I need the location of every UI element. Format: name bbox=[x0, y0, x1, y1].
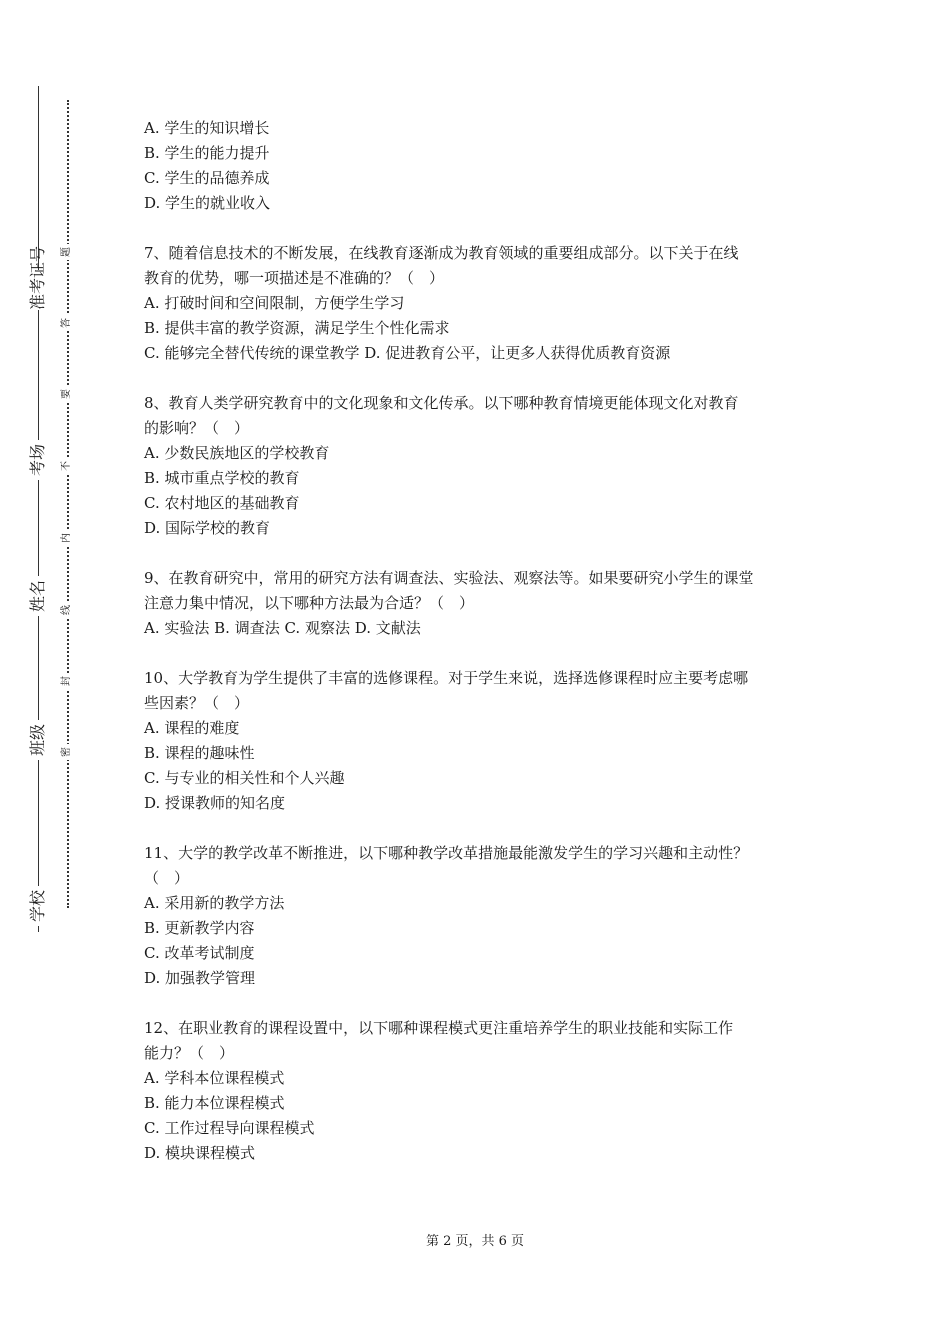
option-line: A. 学生的知识增长 bbox=[144, 119, 270, 137]
question-8 bbox=[144, 391, 814, 541]
option-line: A. 实验法 B. 调查法 C. 观察法 D. 文献法 bbox=[144, 619, 421, 637]
option-line: D. 学生的就业收入 bbox=[144, 194, 271, 212]
seal-char: 要 bbox=[59, 386, 75, 402]
question-11 bbox=[144, 841, 814, 991]
seal-char: 密 bbox=[59, 744, 75, 760]
question-stem: 10、大学教育为学生提供了丰富的选修课程。对于学生来说，选择选修课程时应主要考虑哪 bbox=[144, 669, 749, 687]
question-stem: 7、随着信息技术的不断发展，在线教育逐渐成为教育领域的重要组成部分。以下关于在线 bbox=[144, 244, 739, 262]
seal-char: 不 bbox=[59, 458, 75, 474]
question-stem: 的影响？（ ） bbox=[144, 419, 250, 437]
binding-margin bbox=[0, 0, 110, 1344]
question-content bbox=[144, 116, 814, 1166]
name-label: 姓名 bbox=[18, 576, 58, 616]
class-label: 班级 bbox=[18, 720, 58, 760]
seal-dotted-line bbox=[67, 100, 69, 908]
question-9 bbox=[144, 566, 814, 641]
option-line: B. 更新教学内容 bbox=[144, 919, 255, 937]
option-line: B. 能力本位课程模式 bbox=[144, 1094, 285, 1112]
ticket-number-label: 准考证号 bbox=[18, 270, 58, 310]
option-line: C. 农村地区的基础教育 bbox=[144, 494, 300, 512]
option-line: A. 少数民族地区的学校教育 bbox=[144, 444, 330, 462]
option-line: C. 工作过程导向课程模式 bbox=[144, 1119, 315, 1137]
question-stem: 些因素？（ ） bbox=[144, 694, 250, 712]
question-12 bbox=[144, 1016, 814, 1166]
option-line: B. 提供丰富的教学资源，满足学生个性化需求 bbox=[144, 319, 450, 337]
school-label: 学校 bbox=[18, 886, 58, 926]
option-line: A. 采用新的教学方法 bbox=[144, 894, 285, 912]
option-line: B. 课程的趣味性 bbox=[144, 744, 255, 762]
question-stem: 11、大学的教学改革不断推进，以下哪种教学改革措施最能激发学生的学习兴趣和主动性？ bbox=[144, 844, 749, 862]
option-line: D. 国际学校的教育 bbox=[144, 519, 271, 537]
option-line: A. 学科本位课程模式 bbox=[144, 1069, 285, 1087]
option-line: B. 城市重点学校的教育 bbox=[144, 469, 300, 487]
exam-room-label: 考场 bbox=[18, 440, 58, 480]
seal-char: 题 bbox=[59, 244, 75, 260]
option-line: D. 模块课程模式 bbox=[144, 1144, 256, 1162]
question-stem: 注意力集中情况，以下哪种方法最为合适？（ ） bbox=[144, 594, 475, 612]
question-7 bbox=[144, 241, 814, 366]
option-line: D. 加强教学管理 bbox=[144, 969, 256, 987]
option-line: C. 能够完全替代传统的课堂教学 D. 促进教育公平，让更多人获得优质教育资源 bbox=[144, 344, 671, 362]
option-line: C. 与专业的相关性和个人兴趣 bbox=[144, 769, 345, 787]
question-stem: 教育的优势，哪一项描述是不准确的？（ ） bbox=[144, 269, 445, 287]
question-stem: 9、在教育研究中，常用的研究方法有调查法、实验法、观察法等。如果要研究小学生的课堂 bbox=[144, 569, 754, 587]
seal-char: 线 bbox=[59, 602, 75, 618]
seal-char: 封 bbox=[59, 673, 75, 689]
option-line: B. 学生的能力提升 bbox=[144, 144, 270, 162]
seal-char: 内 bbox=[59, 530, 75, 546]
question-stem: 能力？（ ） bbox=[144, 1044, 235, 1062]
lead-options bbox=[144, 116, 814, 216]
option-line: D. 授课教师的知名度 bbox=[144, 794, 286, 812]
option-line: C. 改革考试制度 bbox=[144, 944, 255, 962]
question-stem: 8、教育人类学研究教育中的文化现象和文化传承。以下哪种教育情境更能体现文化对教育 bbox=[144, 394, 739, 412]
seal-char: 答 bbox=[59, 315, 75, 331]
page-footer: 第 2 页，共 6 页 bbox=[425, 1234, 525, 1249]
option-line: C. 学生的品德养成 bbox=[144, 169, 270, 187]
question-10 bbox=[144, 666, 814, 816]
option-line: A. 课程的难度 bbox=[144, 719, 240, 737]
binding-solid-line bbox=[38, 86, 39, 932]
question-stem: （ ） bbox=[144, 869, 190, 887]
option-line: A. 打破时间和空间限制，方便学生学习 bbox=[144, 294, 405, 312]
question-stem: 12、在职业教育的课程设置中，以下哪种课程模式更注重培养学生的职业技能和实际工作 bbox=[144, 1019, 734, 1037]
